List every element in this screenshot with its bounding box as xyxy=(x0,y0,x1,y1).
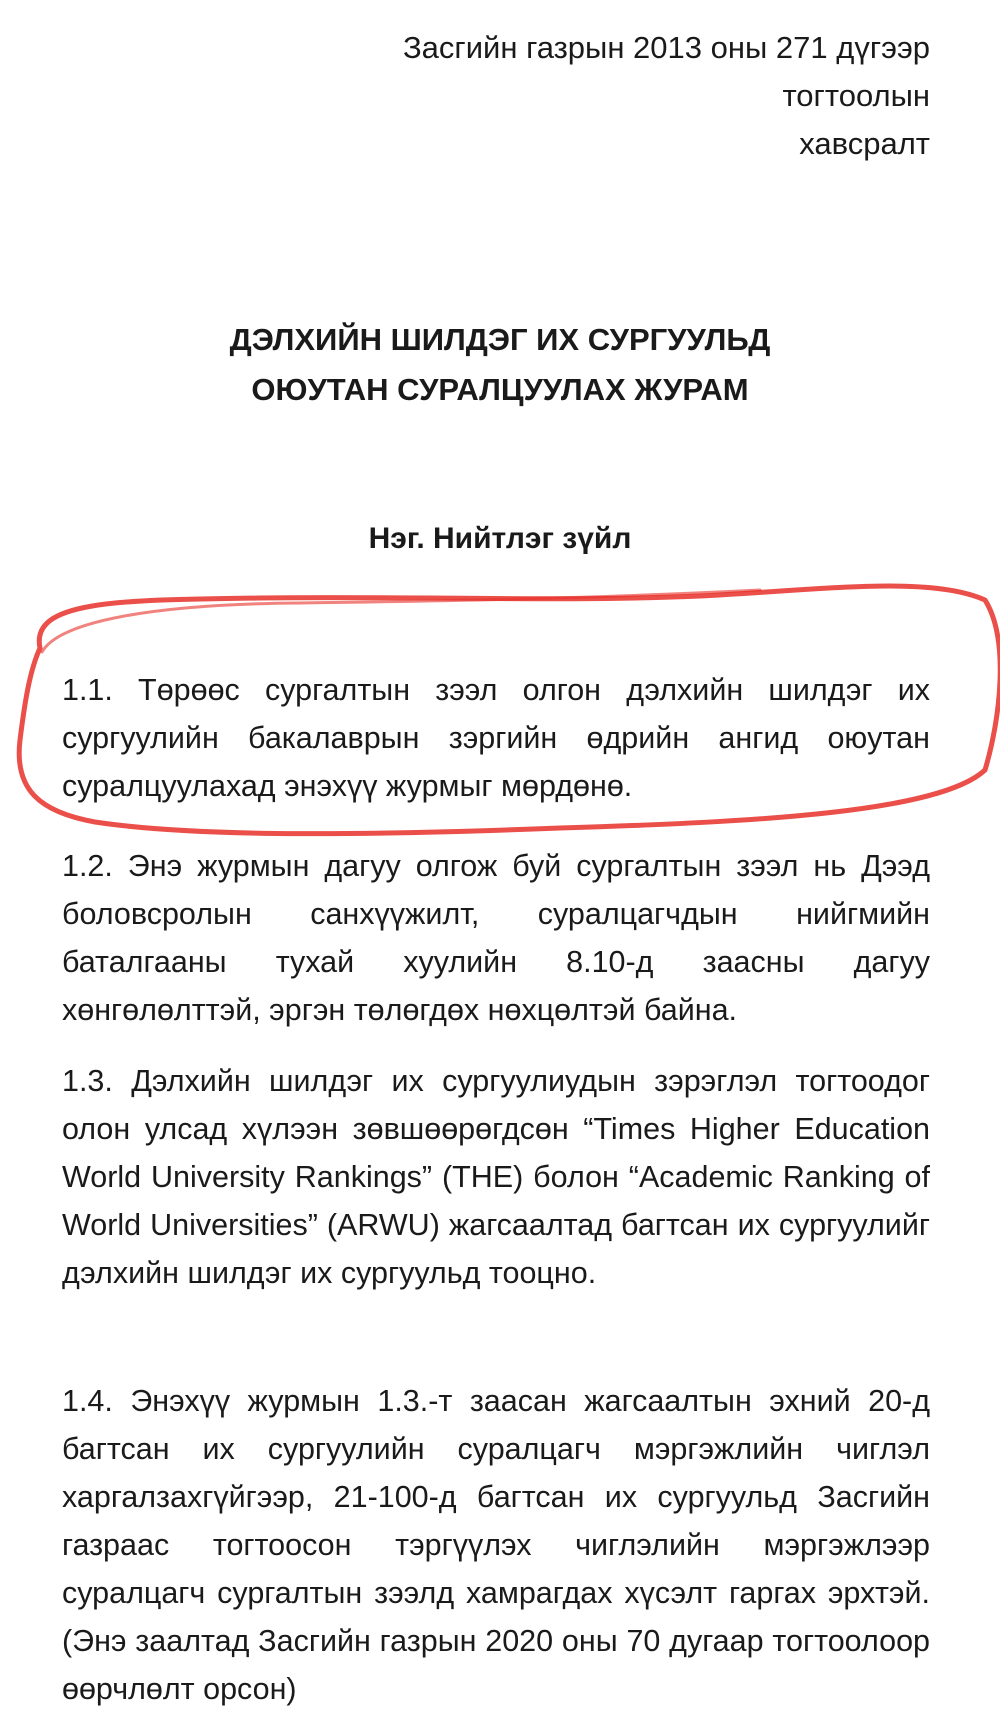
hand-drawn-circle-stroke-overlap xyxy=(42,590,760,652)
paragraph-1-3: 1.3. Дэлхийн шилдэг их сургуулиудын зэрэглэл тогтоодог олон улсад хүлээн зөвшөөрөгдсөн “Times Higher Education World University Rankings” (THE) болон “Academic Ranking of World Universities” (ARWU) жагсаалтад багтсан их сургуулийг дэлхийн шилдэг их сургуульд тооцно. xyxy=(62,1064,930,1290)
annex-line-1: Засгийн газрын 2013 оны 271 дүгээр xyxy=(402,30,930,65)
document-title xyxy=(0,315,1000,415)
annex-line-3: хавсралт xyxy=(799,126,930,161)
paragraph-1-1: 1.1. Төрөөс сургалтын зээл олгон дэлхийн шилдэг их сургуулийн бакалаврын зэргийн өдрийн ангид оюутан суралцуулахад энэхүү журмыг мөрдөнө. xyxy=(62,673,930,803)
paragraph-1-2: 1.2. Энэ журмын дагуу олгож буй сургалтын зээл нь Дээд боловсролын санхүүжилт, суралцагчдын нийгмийн баталгааны тухай хуулийн 8.10-д заасны дагуу хөнгөлөлттэй, эргэн төлөгдөх нөхцөлтэй байна. xyxy=(62,849,930,1027)
annex-reference xyxy=(403,24,930,168)
title-line-2: ОЮУТАН СУРАЛЦУУЛАХ ЖУРАМ xyxy=(251,372,749,407)
paragraph-1-4: 1.4. Энэхүү журмын 1.3.-т заасан жагсаалтын эхний 20-д багтсан их сургуулийн суралцагч мэргэжлийн чиглэл харгалзахгүйгээр, 21-100-д багтсан их сургуульд Засгийн газраас тогтоосон тэргүүлэх чиглэлийн мэргэжлээр суралцагч сургалтын зээлд хамрагдах хүсэлт гаргах эрхтэй. (Энэ заалтад Засгийн газрын 2020 оны 70 дугаар тогтоолоор өөрчлөлт орсон) xyxy=(62,1384,930,1706)
annex-line-2: тогтоолын xyxy=(782,78,930,113)
title-line-1: ДЭЛХИЙН ШИЛДЭГ ИХ СУРГУУЛЬД xyxy=(229,322,771,357)
section-heading: Нэг. Нийтлэг зүйл xyxy=(368,522,632,555)
